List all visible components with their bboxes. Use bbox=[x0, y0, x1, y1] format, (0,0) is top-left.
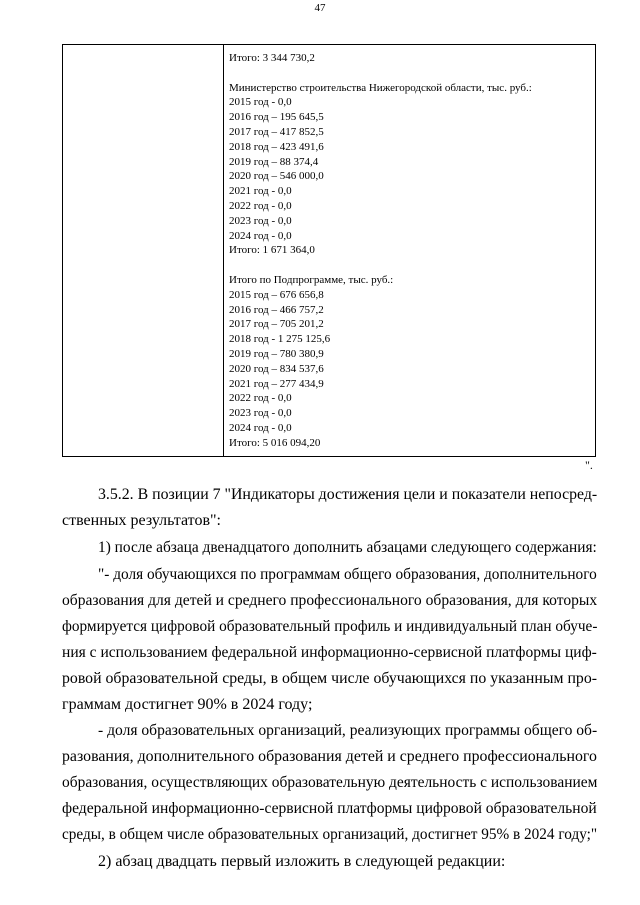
cell-line: 2015 год – 676 656,8 bbox=[229, 288, 324, 301]
cell-line: 2016 год – 466 757,2 bbox=[229, 303, 324, 316]
paragraph-line: 3.5.2. В позиции 7 "Индикаторы достижения цели и показатели непосред- bbox=[98, 486, 598, 503]
cell-line: 2017 год – 417 852,5 bbox=[229, 125, 324, 138]
cell-line: 2020 год – 546 000,0 bbox=[229, 170, 324, 183]
paragraph-line: образования, осуществляющих образовательную деятельность с использованием bbox=[62, 774, 598, 791]
cell-line: 2021 год – 277 434,9 bbox=[229, 377, 324, 390]
page-number: 47 bbox=[314, 2, 326, 14]
cell-line: Итого по Подпрограмме, тыс. руб.: bbox=[229, 273, 394, 286]
cell-line: 2019 год – 88 374,4 bbox=[229, 155, 319, 168]
paragraph-line: 1) после абзаца двенадцатого дополнить абзацами следующего содержания: bbox=[98, 539, 597, 556]
cell-line: 2024 год - 0,0 bbox=[229, 421, 292, 434]
cell-line: Министерство строительства Нижегородской области, тыс. руб.: bbox=[229, 81, 532, 94]
cell-line: 2017 год – 705 201,2 bbox=[229, 318, 324, 331]
table-column-divider bbox=[223, 45, 224, 456]
paragraph-line: - доля образовательных организаций, реализующих программы общего об- bbox=[98, 722, 598, 739]
cell-spacer bbox=[229, 258, 591, 273]
paragraph-line: среды, в общем числе образовательных организаций, достигнет 95% в 2024 году;" bbox=[62, 826, 598, 843]
paragraph-line: федеральной информационно-сервисной платформы цифровой образовательной bbox=[62, 800, 597, 817]
cell-line: 2022 год - 0,0 bbox=[229, 199, 292, 212]
cell-line: 2015 год - 0,0 bbox=[229, 96, 292, 109]
paragraph-line: ственных результатов": bbox=[62, 512, 221, 529]
cell-line: Итого: 5 016 094,20 bbox=[229, 436, 321, 449]
cell-line: 2022 год - 0,0 bbox=[229, 392, 292, 405]
cell-line: 2021 год - 0,0 bbox=[229, 185, 292, 198]
closing-quote: ". bbox=[585, 458, 593, 472]
paragraph-line: разования, дополнительного образования детей и среднего профессионального bbox=[62, 748, 597, 765]
paragraph-line: ния с использованием федеральной информационно-сервисной платформы циф- bbox=[62, 644, 597, 661]
paragraph-line: образования для детей и среднего профессионального образования, для которых bbox=[62, 592, 598, 609]
cell-spacer bbox=[229, 66, 591, 81]
cell-line: 2024 год - 0,0 bbox=[229, 229, 292, 242]
cell-line: 2023 год - 0,0 bbox=[229, 214, 292, 227]
cell-line: 2018 год - 1 275 125,6 bbox=[229, 333, 331, 346]
paragraph-line: ровой образовательной среды, в общем числе обучающихся по указанным про- bbox=[62, 670, 598, 687]
cell-line: 2016 год – 195 645,5 bbox=[229, 111, 324, 124]
paragraph-line: "- доля обучающихся по программам общего образования, дополнительного bbox=[98, 566, 597, 583]
cell-line: Итого: 1 671 364,0 bbox=[229, 244, 315, 257]
funding-table bbox=[62, 44, 596, 457]
cell-line: 2018 год – 423 491,6 bbox=[229, 140, 324, 153]
cell-line: Итого: 3 344 730,2 bbox=[229, 52, 315, 64]
paragraph-line: 2) абзац двадцать первый изложить в следующей редакции: bbox=[98, 853, 506, 870]
cell-line: 2020 год – 834 537,6 bbox=[229, 362, 324, 375]
paragraph-line: граммам достигнет 90% в 2024 году; bbox=[62, 696, 313, 713]
funding-cell bbox=[229, 51, 591, 451]
paragraph-line: формируется цифровой образовательный профиль и индивидуальный план обуче- bbox=[62, 618, 598, 635]
cell-line: 2023 год - 0,0 bbox=[229, 407, 292, 420]
cell-line: 2019 год – 780 380,9 bbox=[229, 347, 324, 360]
